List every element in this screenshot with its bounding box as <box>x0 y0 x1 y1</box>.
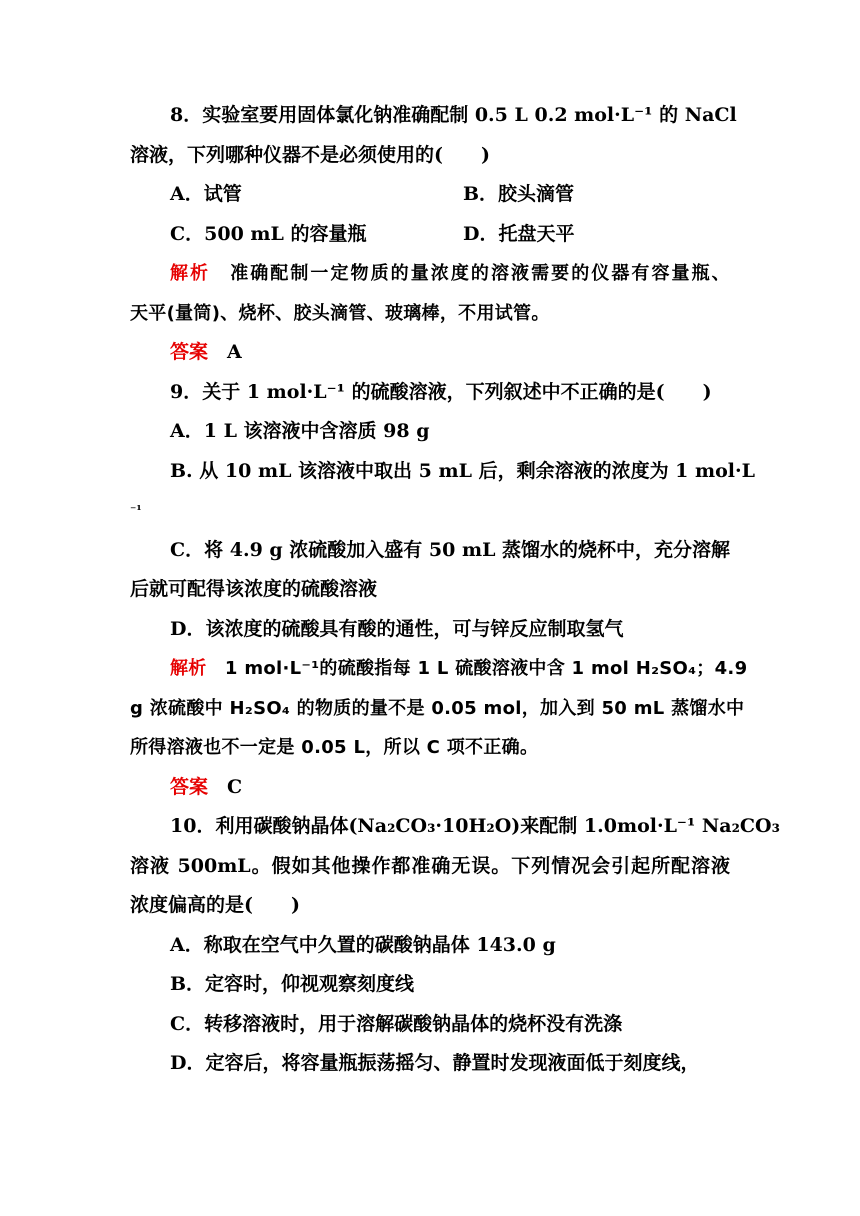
document-page <box>130 96 780 1084</box>
q8-option-b: B．胶头滴管 <box>463 183 575 205</box>
q9-answer-value: C <box>227 775 243 798</box>
q8-answer-value: A <box>227 341 242 363</box>
q8-answer-label: 答案 <box>170 341 209 363</box>
q8-options-cd <box>130 215 730 255</box>
q9-answer-label: 答案 <box>170 775 209 798</box>
q10-stem-line1: 10．利用碳酸钠晶体(Na₂CO₃·10H₂O)来配制 1.0mol·L⁻¹ Na₂CO₃ <box>170 815 780 837</box>
q9-option-c-line1: C．将 4.9 g 浓硫酸加入盛有 50 mL 蒸馏水的烧杯中，充分溶解 <box>170 538 731 561</box>
q9-option-b-line2: ⁻¹ <box>130 503 142 517</box>
q8-answer-line <box>130 333 730 373</box>
q8-stem-line2: 溶液，下列哪种仪器不是必须使用的( ) <box>130 143 490 166</box>
q8-explanation-label: 解析 <box>170 263 211 284</box>
q9-option-a: A．1 L 该溶液中含溶质 98 g <box>170 420 430 442</box>
q9-stem: 9．关于 1 mol·L⁻¹ 的硫酸溶液，下列叙述中不正确的是( ) <box>170 380 712 403</box>
q9-explanation-label: 解析 <box>170 658 207 679</box>
q8-explanation-line1 <box>130 254 730 294</box>
q9-option-c-line2: 后就可配得该浓度的硫酸溶液 <box>130 578 378 600</box>
q9-explanation-line3: 所得溶液也不一定是 0.05 L，所以 C 项不正确。 <box>130 737 539 758</box>
q9-explanation-line1 <box>130 649 748 689</box>
q9-option-b-line1: B. 从 10 mL 该溶液中取出 5 mL 后，剩余溶液的浓度为 1 mol·L <box>170 459 755 482</box>
q8-option-c: C．500 mL 的容量瓶 <box>170 222 367 245</box>
q10-stem-line3: 浓度偏高的是( ) <box>130 894 300 916</box>
q8-explanation-text1: 准确配制一定物质的量浓度的溶液需要的仪器有容量瓶、 <box>230 263 730 284</box>
q10-option-d: D．定容后，将容量瓶振荡摇匀、静置时发现液面低于刻度线， <box>170 1052 700 1074</box>
q9-explanation-text1: 1 mol·L⁻¹的硫酸指每 1 L 硫酸溶液中含 1 mol H₂SO₄；4.9 <box>224 658 748 679</box>
q8-option-a: A．试管 <box>170 183 242 205</box>
q8-options-ab <box>130 175 730 215</box>
q8-option-d: D．托盘天平 <box>463 222 575 245</box>
q10-stem-line2: 溶液 500mL。假如其他操作都准确无误。下列情况会引起所配溶液 <box>130 854 730 877</box>
q10-option-b: B．定容时，仰视观察刻度线 <box>170 973 415 995</box>
q8-stem-line1: 8．实验室要用固体氯化钠准确配制 0.5 L 0.2 mol·L⁻¹ 的 NaCl <box>170 104 737 126</box>
q10-option-c: C．转移溶液时，用于溶解碳酸钠晶体的烧杯没有洗涤 <box>170 1012 623 1035</box>
q10-option-a: A．称取在空气中久置的碳酸钠晶体 143.0 g <box>170 933 556 956</box>
q9-option-d: D．该浓度的硫酸具有酸的通性，可与锌反应制取氢气 <box>170 617 624 640</box>
q9-explanation-line2: g 浓硫酸中 H₂SO₄ 的物质的量不是 0.05 mol，加入到 50 mL 蒸馏水中 <box>130 697 745 719</box>
q8-explanation-line2: 天平(量筒)、烧杯、胶头滴管、玻璃棒，不用试管。 <box>130 302 550 324</box>
q9-answer-line <box>130 768 730 808</box>
